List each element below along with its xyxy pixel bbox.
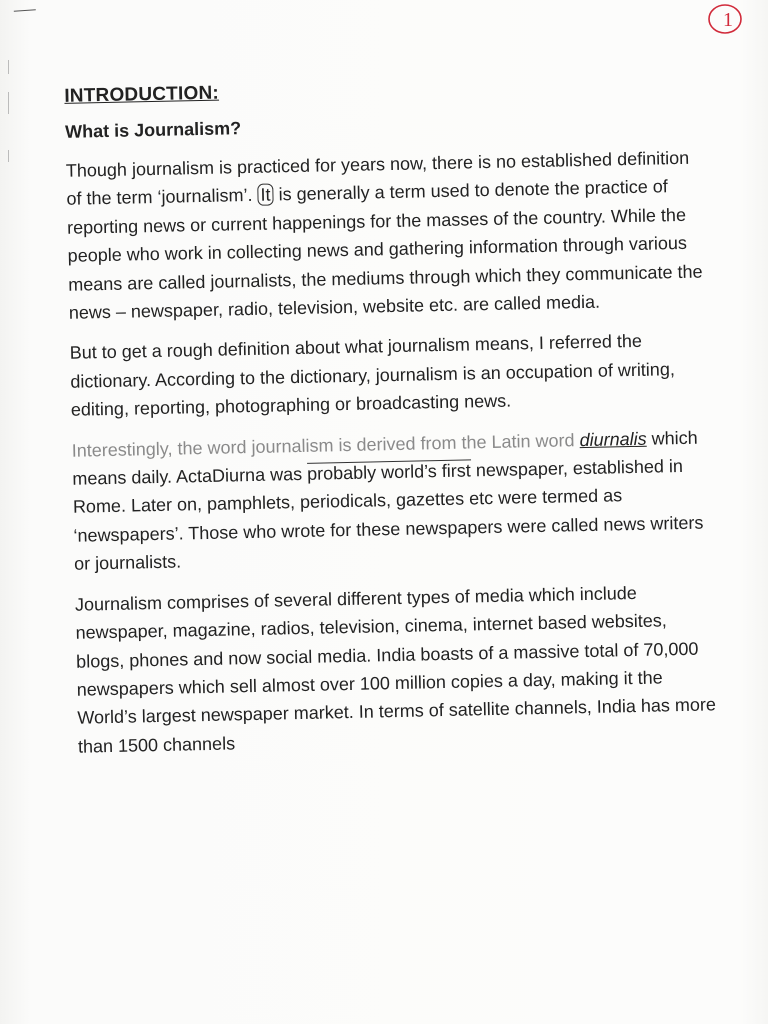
paragraph-3-text-e: newspaper, established in Rome. Later on, pamphlets, periodicals, gazettes etc were termed as ‘newspapers’. Those who wrote for these newspapers were called news writers or journalists. xyxy=(72,456,704,575)
paragraph-3-text-a: Interestingly, the word journalism is derived from the Latin word xyxy=(71,429,575,461)
paragraph-4: Journalism comprises of several different types of media which include newspaper, magazine, radios, television, cinema, internet based websites, blogs, phones and now social media. India boasts of a massive total of 70,000 newspapers which sell almost over 100 million copies a day, making it the World’s largest newspaper market. In terms of satellite channels, India has more than 1500 channels xyxy=(74,582,717,757)
underlined-term: diurnalis xyxy=(579,428,647,450)
document-body xyxy=(56,66,730,773)
corner-pen-mark xyxy=(14,9,36,18)
section-subheading: What is Journalism? xyxy=(64,118,242,142)
margin-mark xyxy=(8,60,9,74)
handwritten-box-mark: It xyxy=(257,184,273,206)
section-heading: INTRODUCTION: xyxy=(64,82,220,107)
circled-page-number-icon xyxy=(706,2,744,36)
paragraph-2: But to get a rough definition about what journalism means, I referred the dictionary. According to the dictionary, journalism is an occupation of writing, editing, reporting, photographing or broadcasting news. xyxy=(69,331,676,421)
paragraph-3-text-c: which means daily. ActaDiurna was xyxy=(72,427,698,489)
paragraph-3 xyxy=(71,423,726,579)
paragraph-1-text-c: is generally a term used to denote the practice of reporting news or current happenings for the masses of the country. While the people who work in collecting news and gathering information through various means are called journalists, the mediums through which they communicate the news – newspaper, radio, television, website etc. are called media. xyxy=(66,176,703,323)
margin-mark xyxy=(8,150,9,162)
margin-mark xyxy=(8,92,9,114)
page-number: 1 xyxy=(723,9,733,31)
overlined-phrase: probably world’s first xyxy=(306,460,472,484)
paragraph-1 xyxy=(66,143,721,327)
paragraph-1-text-a: Though journalism is practiced for years now, there is no established definition of the term ‘journalism’. xyxy=(65,147,690,210)
